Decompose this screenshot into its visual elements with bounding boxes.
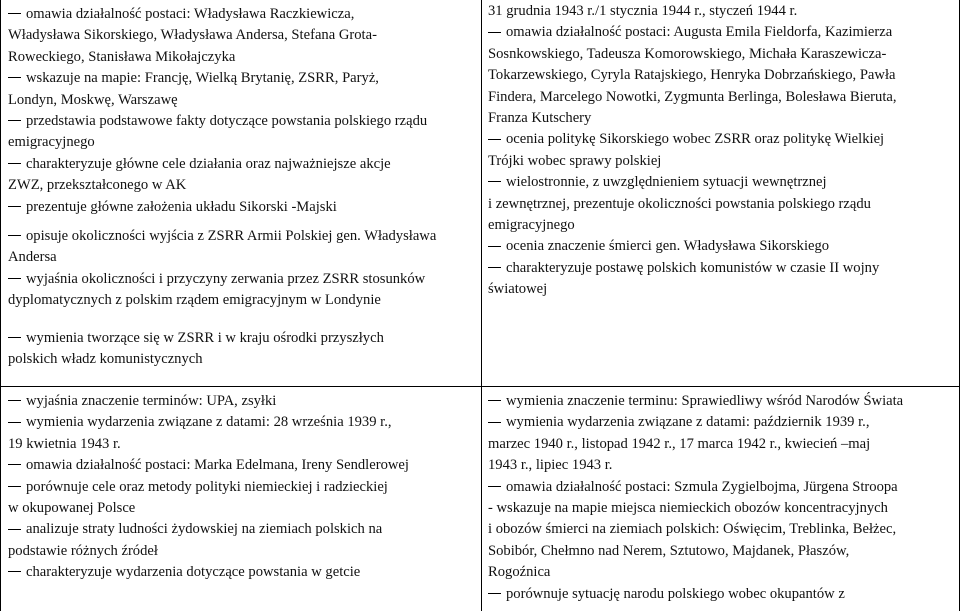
dash-bullet xyxy=(488,400,501,401)
line-text: 19 kwietnia 1943 r. xyxy=(8,435,121,452)
table-row-divider xyxy=(0,386,960,387)
line-text: Sobibór, Chełmno nad Nerem, Sztutowo, Majdanek, Płaszów, xyxy=(488,542,850,559)
line-text: Rogoźnica xyxy=(488,564,551,581)
text-line xyxy=(488,279,954,300)
line-text: wyjaśnia okoliczności i przyczyny zerwania przez ZSRR stosunków xyxy=(26,270,426,287)
text-line xyxy=(488,129,954,150)
line-text: wymienia znaczenie terminu: Sprawiedliwy wśród Narodów Świata xyxy=(506,393,904,409)
dash-bullet xyxy=(8,571,21,572)
line-text: wymienia wydarzenia związane z datami: październik 1939 r., xyxy=(506,414,870,431)
dash-bullet xyxy=(8,422,21,423)
cell-bottom-right xyxy=(488,391,954,605)
text-line xyxy=(8,197,476,218)
dash-bullet xyxy=(8,400,21,401)
text-line xyxy=(488,258,954,279)
dash-bullet xyxy=(488,593,501,594)
text-line xyxy=(8,175,476,196)
line-text: ocenia znaczenie śmierci gen. Władysława Sikorskiego xyxy=(506,238,830,255)
text-line xyxy=(8,477,476,498)
cell-top-left xyxy=(8,4,476,371)
line-text: porównuje cele oraz metody polityki niemieckiej i radzieckiej xyxy=(26,478,388,495)
dash-bullet xyxy=(488,139,501,140)
dash-bullet xyxy=(488,181,501,182)
text-line xyxy=(8,519,476,540)
text-line xyxy=(8,132,476,153)
line-text: charakteryzuje główne cele działania oraz najważniejsze akcje xyxy=(26,155,391,172)
text-line xyxy=(488,44,954,65)
line-text: podstawie różnych źródeł xyxy=(8,542,158,559)
line-text: dyplomatycznych z polskim rządem emigracyjnym w Londynie xyxy=(8,292,381,309)
line-text: wyjaśnia znaczenie terminów: UPA, zsyłki xyxy=(26,393,277,409)
text-line xyxy=(8,90,476,111)
dash-bullet xyxy=(8,486,21,487)
text-line xyxy=(488,194,954,215)
text-line xyxy=(488,412,954,433)
line-text: Trójki wobec sprawy polskiej xyxy=(488,152,662,169)
text-line xyxy=(488,519,954,540)
dash-bullet xyxy=(8,13,21,14)
line-text: - wskazuje na mapie miejsca niemieckich obozów koncentracyjnych xyxy=(488,500,888,517)
line-spacer xyxy=(8,218,476,226)
text-line xyxy=(8,111,476,132)
line-text: Findera, Marcelego Nowotki, Zygmunta Berlinga, Bolesława Bieruta, xyxy=(488,88,897,105)
line-spacer xyxy=(8,320,476,328)
dash-bullet xyxy=(8,337,21,338)
text-line xyxy=(8,226,476,247)
line-text: Roweckiego, Stanisława Mikołajczyka xyxy=(8,48,236,65)
line-text: Sosnkowskiego, Tadeusza Komorowskiego, Michała Karaszewicza- xyxy=(488,45,887,62)
text-line xyxy=(8,154,476,175)
text-line xyxy=(8,290,476,311)
dash-bullet xyxy=(8,529,21,530)
line-text: charakteryzuje wydarzenia dotyczące powstania w getcie xyxy=(26,564,361,581)
line-text: marzec 1940 r., listopad 1942 r., 17 marca 1942 r., kwiecień –maj xyxy=(488,435,871,452)
line-text: omawia działalność postaci: Marka Edelmana, Ireny Sendlerowej xyxy=(26,457,409,474)
line-text: prezentuje główne założenia układu Sikorski -Majski xyxy=(26,198,337,215)
line-text: Andersa xyxy=(8,249,57,266)
text-line xyxy=(488,151,954,172)
line-text: i obozów śmierci na ziemiach polskich: Oświęcim, Treblinka, Bełżec, xyxy=(488,521,897,538)
text-line xyxy=(488,391,954,412)
line-text: wskazuje na mapie: Francję, Wielką Brytanię, ZSRR, Paryż, xyxy=(26,70,379,87)
text-line xyxy=(488,498,954,519)
line-text: opisuje okoliczności wyjścia z ZSRR Armii Polskiej gen. Władysława xyxy=(26,228,437,245)
dash-bullet xyxy=(8,278,21,279)
dash-bullet xyxy=(488,246,501,247)
text-line xyxy=(8,391,476,412)
cell-top-right xyxy=(488,1,954,301)
text-line xyxy=(8,412,476,433)
line-text: wymienia wydarzenia związane z datami: 28 września 1939 r., xyxy=(26,414,392,431)
line-text: porównuje sytuację narodu polskiego wobec okupantów z xyxy=(506,585,845,602)
line-text: omawia działalność postaci: Szmula Zygielbojma, Jürgena Stroopa xyxy=(506,478,898,495)
text-line xyxy=(8,349,476,370)
line-text: Tokarzewskiego, Cyryla Ratajskiego, Henryka Dobrzańskiego, Pawła xyxy=(488,67,896,84)
text-line xyxy=(8,247,476,268)
dash-bullet xyxy=(8,120,21,121)
text-line xyxy=(488,584,954,605)
text-line xyxy=(488,172,954,193)
text-line xyxy=(488,215,954,236)
line-text: 31 grudnia 1943 r./1 stycznia 1944 r., styczeń 1944 r. xyxy=(488,3,798,19)
text-line xyxy=(8,434,476,455)
text-line xyxy=(8,47,476,68)
text-line xyxy=(8,498,476,519)
line-text: ZWZ, przekształconego w AK xyxy=(8,177,187,194)
line-text: analizuje straty ludności żydowskiej na ziemiach polskich na xyxy=(26,521,383,538)
text-line xyxy=(8,68,476,89)
dash-bullet xyxy=(488,486,501,487)
text-line xyxy=(488,65,954,86)
text-line xyxy=(488,562,954,583)
text-line xyxy=(8,541,476,562)
dash-bullet xyxy=(488,422,501,423)
text-line xyxy=(8,25,476,46)
dash-bullet xyxy=(8,77,21,78)
line-text: światowej xyxy=(488,281,548,298)
text-line xyxy=(8,562,476,583)
text-line xyxy=(488,108,954,129)
text-line xyxy=(488,1,954,22)
text-line xyxy=(488,434,954,455)
text-line xyxy=(488,22,954,43)
text-line xyxy=(488,541,954,562)
text-line xyxy=(8,328,476,349)
line-text: przedstawia podstawowe fakty dotyczące powstania polskiego rządu xyxy=(26,113,428,130)
line-text: omawia działalność postaci: Władysława Raczkiewicza, xyxy=(26,6,355,22)
text-line xyxy=(488,455,954,476)
text-line xyxy=(8,269,476,290)
line-text: polskich władz komunistycznych xyxy=(8,351,203,368)
text-line xyxy=(8,455,476,476)
line-text: wymienia tworzące się w ZSRR i w kraju ośrodki przyszłych xyxy=(26,329,384,346)
dash-bullet xyxy=(8,235,21,236)
dash-bullet xyxy=(8,163,21,164)
line-text: charakteryzuje postawę polskich komunistów w czasie II wojny xyxy=(506,259,880,276)
line-text: emigracyjnego xyxy=(8,134,95,151)
line-text: Londyn, Moskwę, Warszawę xyxy=(8,91,178,108)
text-line xyxy=(8,4,476,25)
text-line xyxy=(488,87,954,108)
table-column-divider xyxy=(481,0,482,611)
line-text: 1943 r., lipiec 1943 r. xyxy=(488,457,613,474)
cell-bottom-left xyxy=(8,391,476,584)
line-text: ocenia politykę Sikorskiego wobec ZSRR oraz politykę Wielkiej xyxy=(506,131,885,148)
line-text: emigracyjnego xyxy=(488,217,575,234)
line-text: Władysława Sikorskiego, Władysława Andersa, Stefana Grota- xyxy=(8,27,377,44)
line-text: omawia działalność postaci: Augusta Emila Fieldorfa, Kazimierza xyxy=(506,24,893,41)
table-border-left xyxy=(0,0,1,611)
dash-bullet xyxy=(488,32,501,33)
dash-bullet xyxy=(8,206,21,207)
text-line xyxy=(488,477,954,498)
text-line xyxy=(488,236,954,257)
line-text: i zewnętrznej, prezentuje okoliczności powstania polskiego rządu xyxy=(488,195,871,212)
line-text: wielostronnie, z uwzględnieniem sytuacji wewnętrznej xyxy=(506,174,827,191)
dash-bullet xyxy=(488,267,501,268)
line-text: Franza Kutschery xyxy=(488,110,592,127)
line-text: w okupowanej Polsce xyxy=(8,500,136,517)
line-spacer xyxy=(8,312,476,320)
dash-bullet xyxy=(8,464,21,465)
